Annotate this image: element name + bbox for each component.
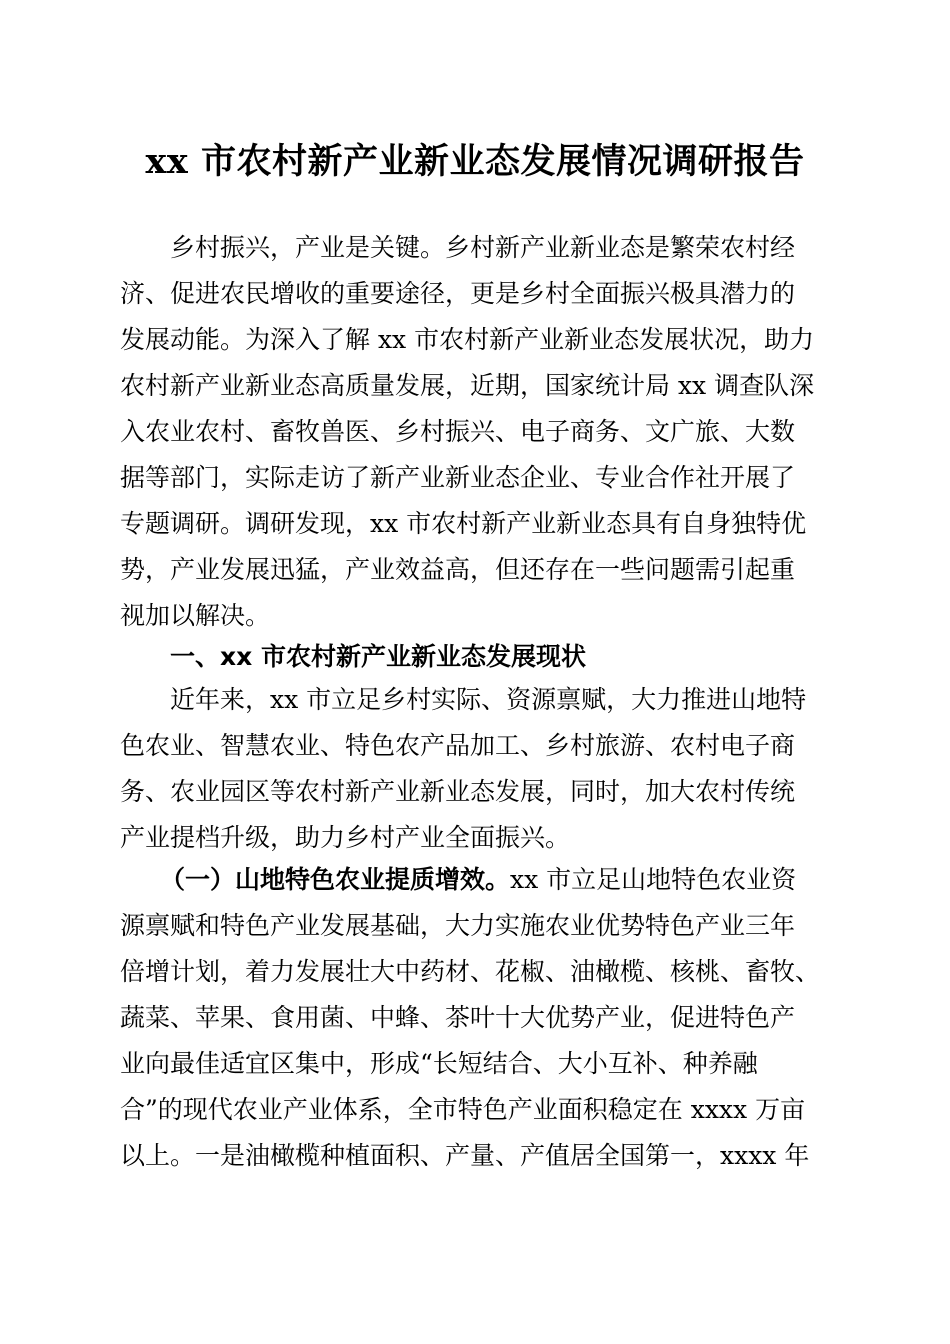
subsection-heading: （一）山地特色农业提质增效。 bbox=[160, 865, 511, 894]
subsection-first-line-text: xx 市立足山地特色农业资 bbox=[510, 865, 797, 894]
subsection-line: 合”的现代农业产业体系，全市特色产业面积稳定在 xxxx 万亩 bbox=[120, 1095, 806, 1124]
intro-line: 济、促进农民增收的重要途径，更是乡村全面振兴极具潜力的 bbox=[120, 279, 796, 308]
section-heading: 一、xx 市农村新产业新业态发展现状 bbox=[170, 642, 586, 671]
subsection-first-line bbox=[160, 857, 830, 903]
intro-line: 据等部门，实际走访了新产业新业态企业、专业合作社开展了 bbox=[120, 463, 796, 492]
intro-line: 入农业农村、畜牧兽医、乡村振兴、电子商务、文广旅、大数 bbox=[120, 417, 796, 446]
subsection-line: 业向最佳适宜区集中，形成“长短结合、大小互补、种养融 bbox=[120, 1049, 758, 1078]
intro-line: 专题调研。调研发现，xx 市农村新产业新业态具有自身独特优 bbox=[120, 509, 807, 538]
intro-line: 乡村振兴，产业是关键。乡村新产业新业态是繁荣农村经 bbox=[170, 233, 796, 262]
subsection-line: 倍增计划，着力发展壮大中药材、花椒、油橄榄、核桃、畜牧、 bbox=[120, 957, 821, 986]
intro-line: 势，产业发展迅猛，产业效益高，但还存在一些问题需引起重 bbox=[120, 555, 796, 584]
intro-line: 农村新产业新业态高质量发展，近期，国家统计局 xx 调查队深 bbox=[120, 371, 815, 400]
subsection-line: 以上。一是油橄榄种植面积、产量、产值居全国第一，xxxx 年 bbox=[120, 1141, 810, 1170]
subsection-line: 蔬菜、苹果、食用菌、中蜂、茶叶十大优势产业，促进特色产 bbox=[120, 1003, 796, 1032]
document-title: xx 市农村新产业新业态发展情况调研报告 bbox=[145, 141, 805, 182]
intro-line: 发展动能。为深入了解 xx 市农村新产业新业态发展状况，助力 bbox=[120, 325, 815, 354]
section-line: 产业提档升级，助力乡村产业全面振兴。 bbox=[120, 823, 571, 852]
section-line: 务、农业园区等农村新产业新业态发展，同时，加大农村传统 bbox=[120, 777, 796, 806]
section-line: 色农业、智慧农业、特色农产品加工、乡村旅游、农村电子商 bbox=[120, 731, 796, 760]
section-line: 近年来，xx 市立足乡村实际、资源禀赋，大力推进山地特 bbox=[170, 685, 807, 714]
subsection-line: 源禀赋和特色产业发展基础，大力实施农业优势特色产业三年 bbox=[120, 911, 796, 940]
intro-line: 视加以解决。 bbox=[120, 601, 271, 630]
